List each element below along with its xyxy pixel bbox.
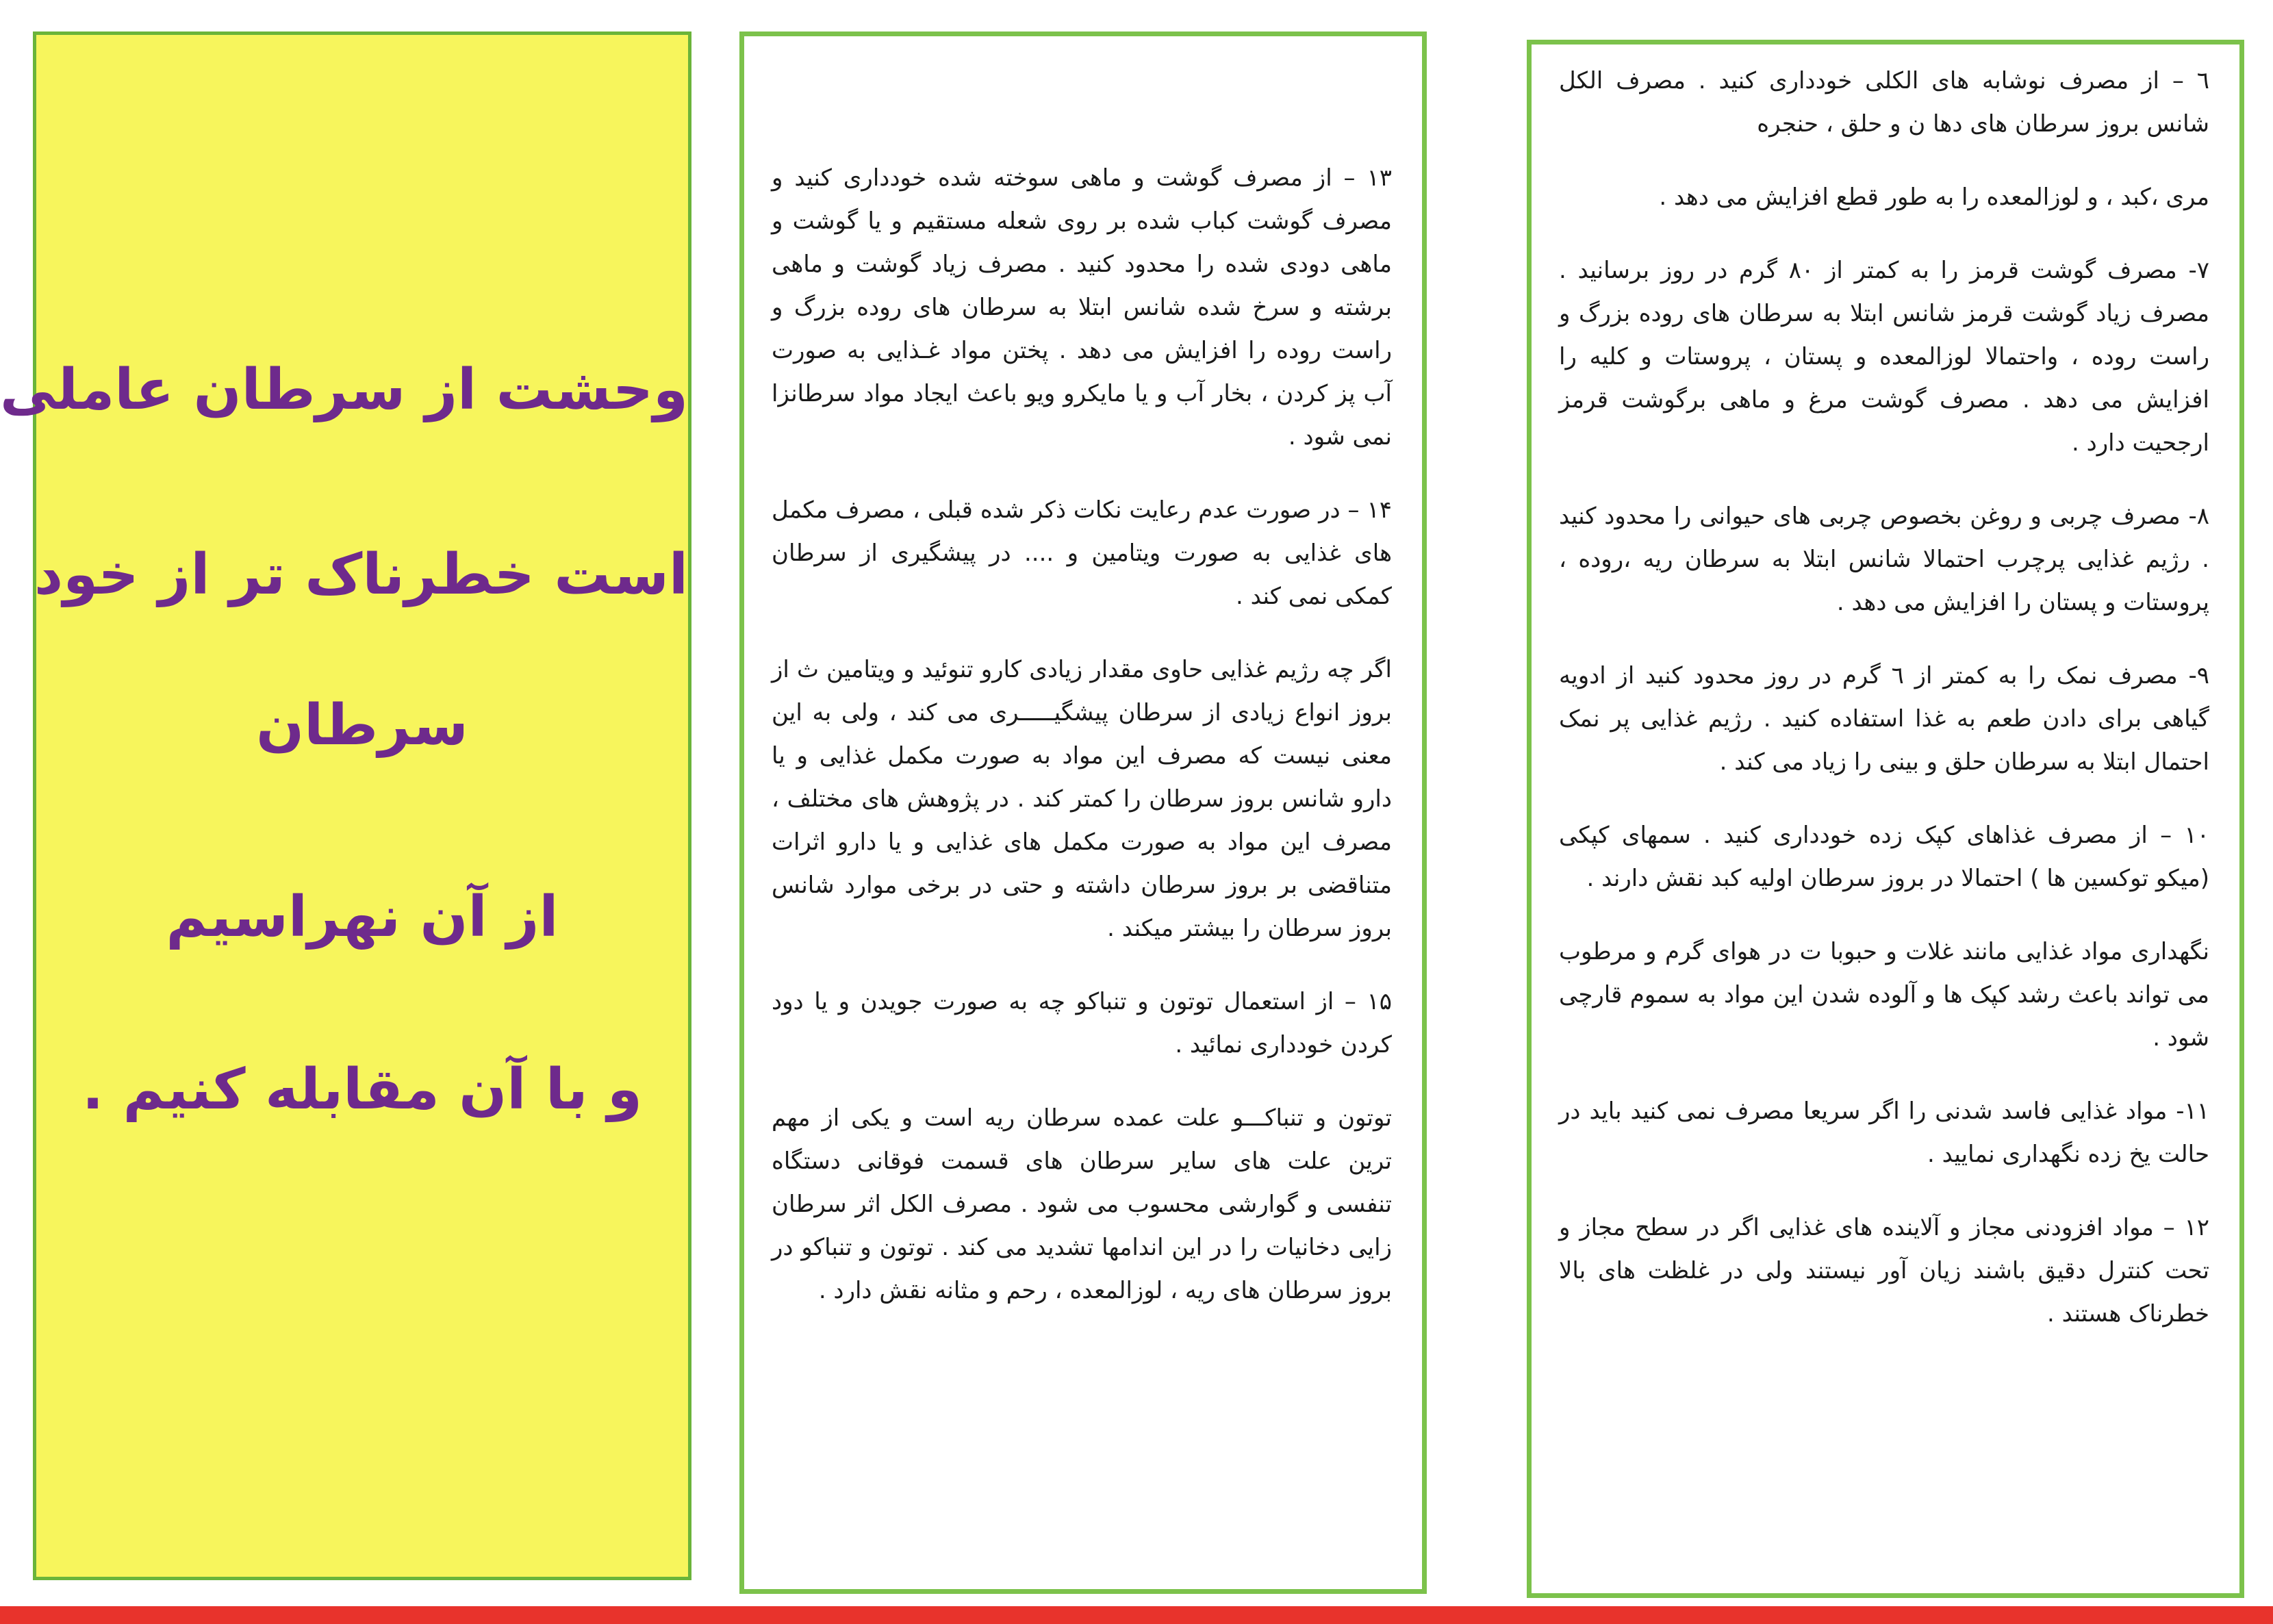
tip-6-paragraph: ٦ – از مصرف نوشابه های الکلی خودداری کنید . مصرف الکل شانس بروز سرطان های دها ن و حلق ، حنجره bbox=[1559, 67, 2209, 138]
slogan-panel bbox=[0, 31, 691, 1580]
food-storage-paragraph: نگهداری مواد غذایی مانند غلات و حبوبا ت در هوای گرم و مرطوب می تواند باعث رشد کپک ها و آلوده شدن این مواد به سموم قارچی شود . bbox=[1559, 938, 2209, 1052]
tip-8-paragraph: ۸- مصرف چربی و روغن بخصوص چربی های حیوانی را محدود کنید . رژیم غذایی پرچرب احتمالا شانس ابتلا به سرطان ریه ،روده ، پروستات و پستان را افزایش می دهد . bbox=[1559, 503, 2209, 616]
tobacco-paragraph: توتون و تنباکـــو علت عمده سرطان ریه است و یکی از مهم ترین علت های سایر سرطان های قسمت فوقانی دستگاه تنفسی و گوارشی محسوب می شود . مصرف الکل اثر سرطان زایی دخانیات را در این اندامها تشدید می کند . توتون و تنباکو در بروز سرطان های ریه ، لوزالمعده ، رحم و مثانه نقش دارد . bbox=[772, 1104, 1392, 1304]
tip-9-paragraph: ۹- مصرف نمک را به کمتر از ٦ گرم در روز محدود کنید از ادویه گیاهی برای دادن طعم به غذا استفاده کنید . رژیم غذایی پر نمک احتمال ابتلا به سرطان حلق و بینی را زیاد می کند . bbox=[1559, 662, 2209, 776]
right-text-panel bbox=[1527, 40, 2244, 1598]
tip-15-paragraph: ۱۵ – از استعمال توتون و تنباکو چه به صورت جویدن و یا دود کردن خودداری نمائید . bbox=[772, 988, 1392, 1058]
tip-10-paragraph: ۱۰ – از مصرف غذاهای کپک زده خودداری کنید . سمهای کپکی (میکو توکسین ها ) احتمالا در بروز سرطان اولیه کبد نقش دارند . bbox=[1559, 822, 2209, 892]
supplements-paragraph: اگر چه رژیم غذایی حاوی مقدار زیادی کارو تنوئید و ویتامین ث از بروز انواع زیادی از سرطان پیشگیـــــری می کند ، ولی به این معنی نیست که مصرف این مواد به صورت مکمل غذایی و یا دارو شانس بروز سرطان را کمتر کند . در پژوهش های مختلف ، مصرف این مواد به صورت مکمل های غذایی و یا دارو اثرات متناقضی بر بروز سرطان داشته و حتی در برخی موارد شانس بروز سرطان را بیشتر میکند . bbox=[772, 656, 1392, 942]
tip-13-paragraph: ۱۳ – از مصرف گوشت و ماهی سوخته شده خودداری کنید و مصرف گوشت کباب شده بر روی شعله مستقیم و یا گوشت و ماهی دودی شده را محدود کنید . مصرف زیاد گوشت و ماهی برشته و سرخ شده شانس ابتلا به سرطان های روده بزرگ و راست روده را افزایش می دهد . پختن مواد غـذایی به صورت آب پز کردن ، بخار آب و یا مایکرو ویو باعث ایجاد مواد سرطانزا نمی شود . bbox=[772, 164, 1392, 451]
slogan-line-4: از آن نهراسیم bbox=[166, 885, 559, 950]
tip-6-continued-paragraph: مری ،کبد ، و لوزالمعده را به طور قطع افزایش می دهد . bbox=[1659, 183, 2209, 211]
tip-12-paragraph: ۱۲ – مواد افزودنی مجاز و آلاینده های غذایی اگر در سطح مجاز و تحت کنترل دقیق باشند زیان آور نیستند ولی در غلظت های بالا خطرناک هستند . bbox=[1559, 1214, 2209, 1328]
slogan-line-3: سرطان bbox=[256, 693, 468, 758]
slogan-line-5: و با آن مقابله کنیم . bbox=[81, 1057, 643, 1122]
bottom-red-stripe bbox=[0, 1606, 2273, 1624]
slogan-line-2: است خطرناک تر از خود bbox=[34, 542, 688, 607]
middle-text-panel bbox=[739, 31, 1427, 1594]
slogan-line-1: وحشت از سرطان عاملی bbox=[0, 357, 688, 422]
tip-7-paragraph: ۷- مصرف گوشت قرمز را به کمتر از ۸۰ گرم در روز برسانید . مصرف زیاد گوشت قرمز شانس ابتلا به سرطان های روده بزرگ و راست روده ، واحتمالا لوزالمعده و پستان ، پروستات و کلیه را افزایش می دهد . مصرف گوشت مرغ و ماهی برگوشت قرمز ارجحیت دارد . bbox=[1559, 257, 2209, 457]
middle-text-column bbox=[772, 157, 1392, 1343]
right-text-column bbox=[1559, 60, 2209, 1366]
tip-11-paragraph: ۱۱- مواد غذایی فاسد شدنی را اگر سریعا مصرف نمی کنید باید در حالت یخ زده نگهداری نمایید . bbox=[1559, 1098, 2209, 1168]
tip-14-paragraph: ۱۴ – در صورت عدم رعایت نکات ذکر شده قبلی ، مصرف مکمل های غذایی به صورت ویتامین و .... در پیشگیری از سرطان کمکی نمی کند . bbox=[772, 496, 1392, 610]
